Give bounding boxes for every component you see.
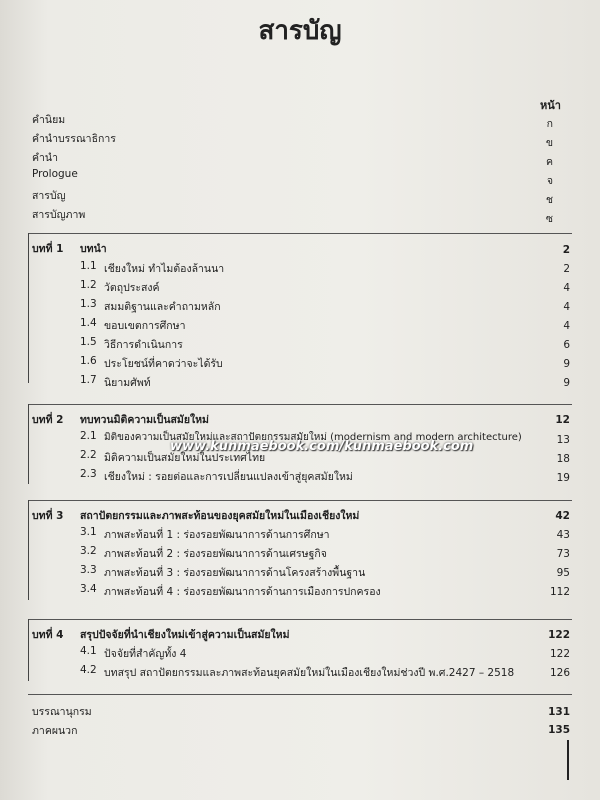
page-column-label: หน้า	[540, 99, 561, 112]
section-title: ภาพสะท้อนที่ 2 : ร่องรอยพัฒนาการด้านเศรษฐกิจ	[104, 548, 327, 560]
section-number: 1.3	[80, 298, 97, 310]
section-page: 4	[563, 320, 570, 332]
section-number: 2.1	[80, 430, 97, 442]
chapter-divider	[28, 619, 572, 620]
section-number: 2.2	[80, 449, 97, 461]
section-title: ภาพสะท้อนที่ 3 : ร่องรอยพัฒนาการด้านโครงสร้างพื้นฐาน	[104, 567, 366, 579]
section-page: 6	[563, 339, 570, 351]
section-title: สมมติฐานและคำถามหลัก	[104, 301, 221, 313]
section-number: 3.4	[80, 583, 97, 595]
chapter-title: บทนำ	[80, 243, 107, 255]
back-matter-page: 131	[548, 706, 570, 718]
section-number: 4.2	[80, 664, 97, 676]
chapter-title: สรุปปัจจัยที่นำเชียงใหม่เข้าสู่ความเป็นสมัยใหม่	[80, 629, 290, 641]
section-page: 4	[563, 282, 570, 294]
chapter-side-line	[28, 500, 29, 600]
chapter-title: ทบทวนมิติความเป็นสมัยใหม่	[80, 414, 209, 426]
front-matter-page: ค	[545, 156, 553, 168]
section-page: 122	[549, 648, 570, 660]
chapter-divider	[28, 404, 572, 405]
chapter-page: 42	[555, 510, 570, 522]
section-title: วัตถุประสงค์	[104, 282, 160, 294]
chapter-page: 12	[555, 414, 570, 426]
front-matter-page: ก	[546, 118, 553, 130]
section-title: นิยามศัพท์	[104, 377, 151, 389]
section-page: 18	[556, 453, 570, 465]
section-divider	[28, 694, 572, 695]
section-title: มิติของความเป็นสมัยใหม่และสถาปัตยกรรมสมัยใหม่ (modernism and modern architecture)	[104, 432, 522, 443]
chapter-label: บทที่ 2	[32, 414, 64, 426]
chapter-page: 2	[562, 244, 570, 256]
front-matter-label: คำนิยม	[32, 114, 66, 126]
chapter-side-line	[28, 619, 29, 681]
section-number: 1.2	[80, 279, 97, 291]
section-page: 9	[563, 377, 570, 389]
chapter-title: สถาปัตยกรรมและภาพสะท้อนของยุคสมัยใหม่ในเมืองเชียงใหม่	[80, 510, 360, 522]
section-title: เชียงใหม่ ทำไมต้องล้านนา	[104, 263, 225, 275]
section-page: 4	[563, 301, 570, 313]
section-number: 3.1	[80, 526, 97, 538]
section-number: 1.5	[80, 336, 97, 348]
front-matter-label: Prologue	[32, 168, 78, 180]
chapter-divider	[28, 500, 572, 501]
chapter-label: บทที่ 1	[32, 243, 64, 255]
section-number: 1.1	[80, 260, 97, 272]
section-page: 2	[563, 263, 570, 275]
section-title: เชียงใหม่ : รอยต่อและการเปลี่ยนแปลงเข้าสู่ยุคสมัยใหม่	[104, 471, 353, 483]
section-number: 1.4	[80, 317, 97, 329]
back-matter-page: 135	[548, 724, 570, 736]
section-page: 95	[556, 567, 570, 579]
page-edge-mark	[567, 740, 569, 780]
section-title: วิธีการดำเนินการ	[104, 339, 183, 351]
section-title: มิติความเป็นสมัยใหม่ในประเทศไทย	[104, 452, 266, 464]
front-matter-label: สารบัญภาพ	[32, 209, 86, 221]
section-title: ภาพสะท้อนที่ 4 : ร่องรอยพัฒนาการด้านการเมืองการปกครอง	[104, 586, 381, 598]
front-matter-page: จ	[546, 175, 553, 187]
section-title: บทสรุป สถาปัตยกรรมและภาพสะท้อนยุคสมัยใหม่ในเมืองเชียงใหม่ช่วงปี พ.ศ.2427 – 2518	[104, 667, 515, 679]
chapter-label: บทที่ 4	[32, 629, 64, 641]
section-title: ประโยชน์ที่คาดว่าจะได้รับ	[104, 358, 223, 370]
front-matter-label: สารบัญ	[32, 190, 66, 202]
section-number: 1.6	[80, 355, 97, 367]
section-page: 13	[556, 434, 570, 446]
section-page: 43	[556, 529, 570, 541]
section-number: 1.7	[80, 374, 97, 386]
page-title: สารบัญ	[258, 16, 342, 46]
front-matter-page: ซ	[545, 213, 553, 225]
chapter-side-line	[28, 404, 29, 484]
section-number: 3.3	[80, 564, 97, 576]
back-matter-label: ภาคผนวก	[32, 725, 78, 737]
section-number: 2.3	[80, 468, 97, 480]
watermark-text: www.kunmaebook.com/kunmaebook.com	[170, 439, 474, 454]
section-page: 9	[563, 358, 570, 370]
front-matter-page: ช	[545, 194, 553, 206]
section-page: 112	[549, 586, 570, 598]
front-matter-label: คำนำ	[32, 152, 58, 164]
chapter-label: บทที่ 3	[32, 510, 64, 522]
chapter-divider	[28, 233, 572, 234]
section-number: 4.1	[80, 645, 97, 657]
section-title: ขอบเขตการศึกษา	[104, 320, 186, 332]
back-matter-label: บรรณานุกรม	[32, 706, 92, 718]
section-page: 73	[556, 548, 570, 560]
section-page: 126	[549, 667, 570, 679]
section-title: ภาพสะท้อนที่ 1 : ร่องรอยพัฒนาการด้านการศึกษา	[104, 529, 330, 541]
section-page: 19	[556, 472, 570, 484]
chapter-page: 122	[548, 629, 570, 641]
section-number: 3.2	[80, 545, 97, 557]
chapter-side-line	[28, 233, 29, 383]
front-matter-label: คำนำบรรณาธิการ	[32, 133, 116, 145]
front-matter-page: ข	[545, 137, 553, 149]
section-title: ปัจจัยที่สำคัญทั้ง 4	[104, 648, 187, 660]
